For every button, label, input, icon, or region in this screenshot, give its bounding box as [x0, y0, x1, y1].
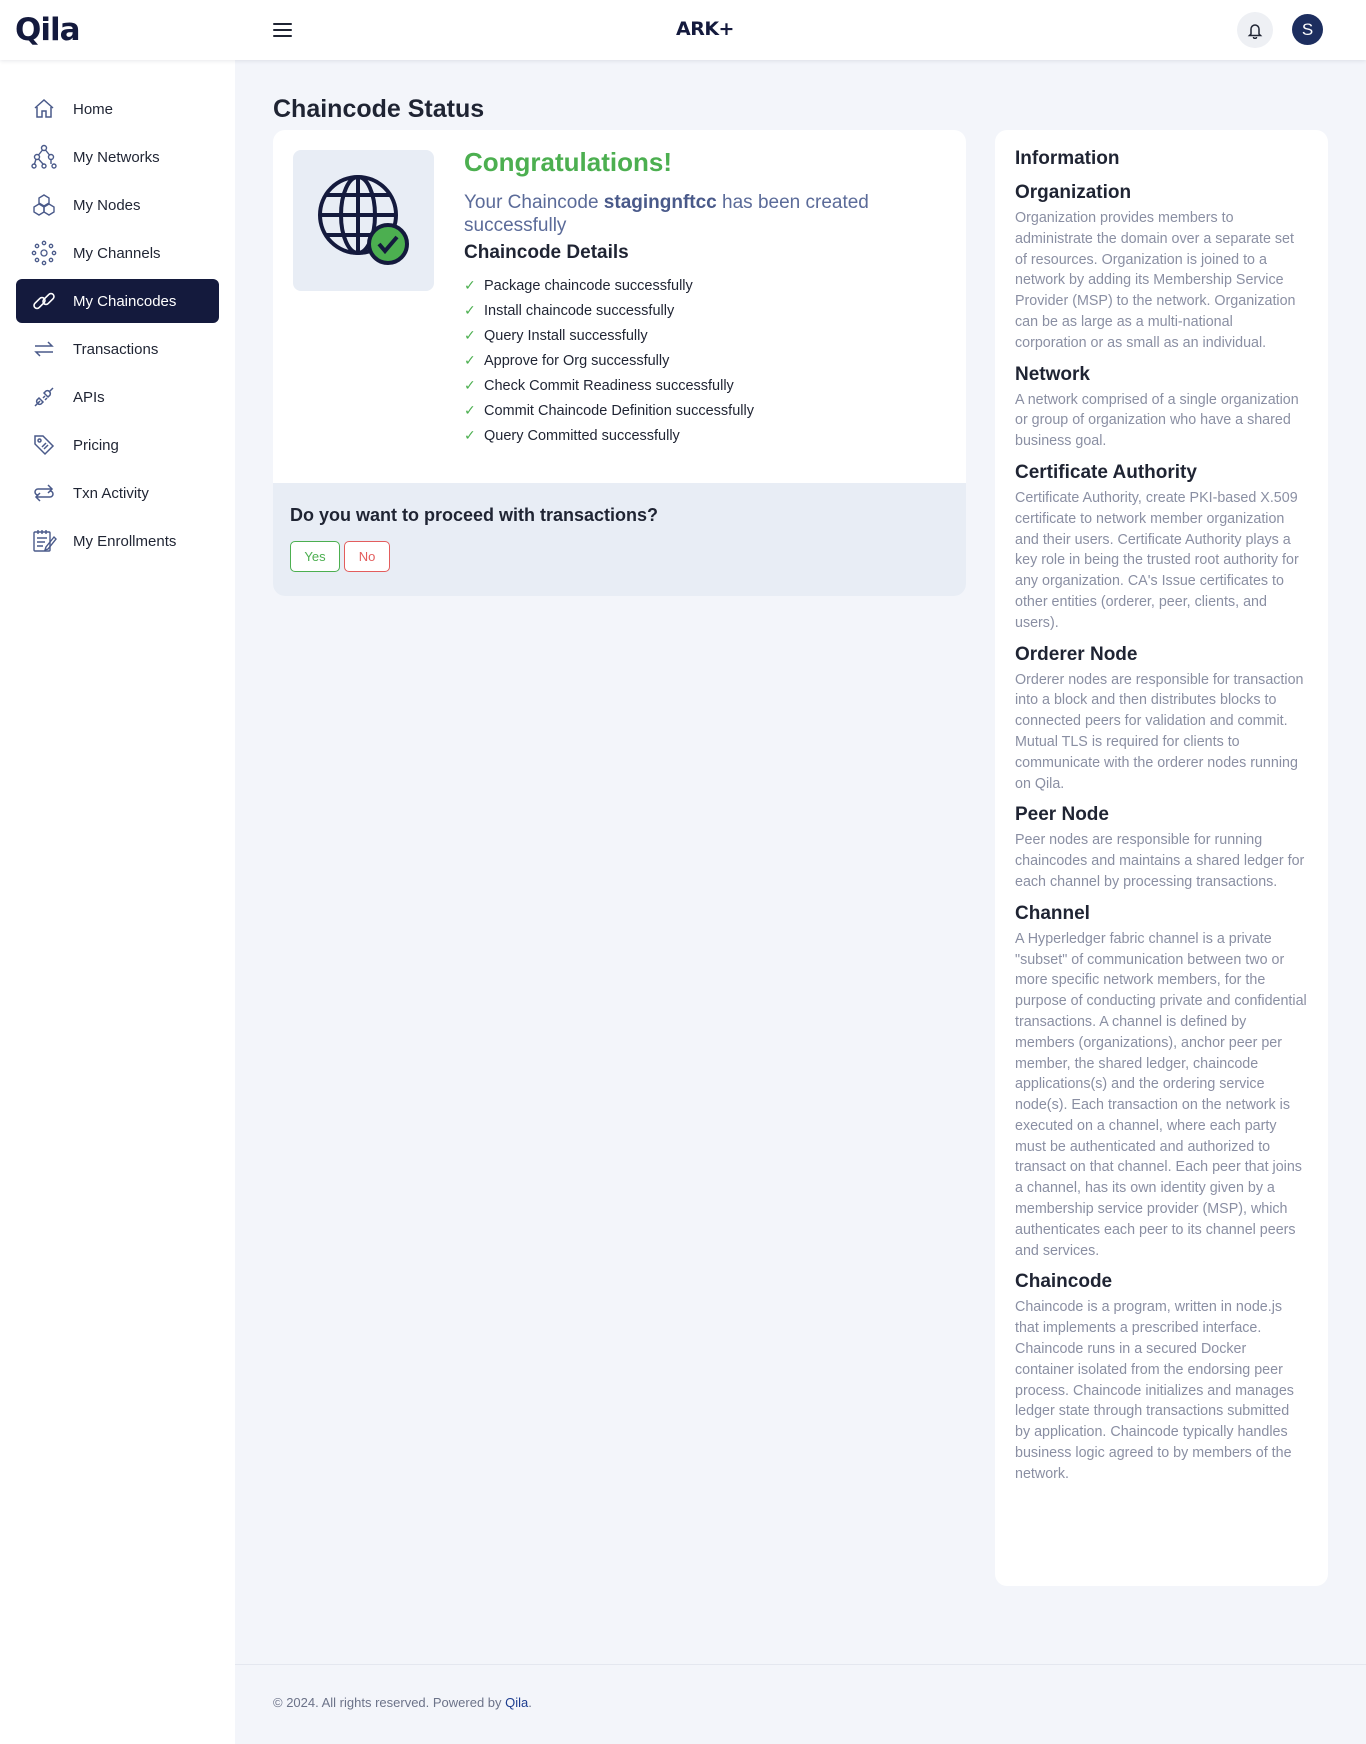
step-item [464, 273, 754, 298]
hamburger-menu-icon[interactable] [273, 23, 292, 38]
footer [273, 1695, 532, 1710]
info-section-title: Certificate Authority [1015, 461, 1197, 483]
chaincode-name: stagingnftcc [603, 192, 717, 213]
checkmark-icon: ✓ [464, 352, 476, 368]
loop-arrows-icon [30, 479, 58, 507]
chaincode-details-title: Chaincode Details [464, 242, 629, 263]
information-panel [995, 130, 1328, 1586]
channels-icon [30, 239, 58, 267]
globe-check-icon [293, 150, 434, 291]
message-suffix: has been created successfully [464, 192, 869, 236]
ark-plus-brand: ARK+ [676, 18, 734, 40]
congratulations-heading: Congratulations! [464, 147, 672, 177]
page-title: Chaincode Status [273, 95, 485, 123]
sidebar-item-label: My Channels [73, 244, 161, 262]
step-label: Check Commit Readiness successfully [484, 377, 734, 394]
checkmark-icon: ✓ [464, 377, 476, 393]
step-label: Commit Chaincode Definition successfully [484, 402, 754, 419]
info-section-title: Chaincode [1015, 1271, 1113, 1293]
info-section-title: Organization [1015, 182, 1132, 203]
info-section-text: Chaincode is a program, written in node.js that implements a prescribed interface. Chaincode runs in a secured Docker container isolated from the endorsing peer process. Chaincode initializes and manages ledger state through transactions submitted by application. Chaincode typically handles business logic agreed to by members of the network. [1015, 1299, 1294, 1482]
bell-icon [1247, 22, 1263, 39]
sidebar-item-pricing[interactable] [16, 423, 219, 467]
checkmark-icon: ✓ [464, 327, 476, 343]
sidebar-item-my-nodes[interactable] [16, 183, 219, 227]
sidebar-item-transactions[interactable] [16, 327, 219, 371]
plug-icon [30, 383, 58, 411]
sidebar-item-label: Txn Activity [73, 484, 149, 502]
sidebar-item-label: Transactions [73, 340, 159, 358]
notification-bell-button[interactable] [1237, 12, 1273, 48]
user-avatar[interactable]: S [1292, 14, 1323, 45]
checkmark-icon: ✓ [464, 277, 476, 293]
chaincode-status-card [273, 130, 966, 596]
checkmark-icon: ✓ [464, 402, 476, 418]
transfer-arrows-icon [30, 335, 58, 363]
enrollment-icon [30, 527, 58, 555]
proceed-question: Do you want to proceed with transactions? [290, 505, 659, 525]
chain-link-icon [30, 287, 58, 315]
footer-divider [235, 1664, 1366, 1665]
no-button[interactable]: No [344, 541, 390, 572]
sidebar-item-apis[interactable] [16, 375, 219, 419]
info-title: Information [1015, 148, 1120, 169]
step-label: Package chaincode successfully [484, 277, 693, 294]
step-label: Install chaincode successfully [484, 302, 675, 319]
sidebar-item-label: My Enrollments [73, 532, 177, 550]
qila-logo[interactable]: Qila [15, 12, 80, 48]
info-section-text: Orderer nodes are responsible for transaction into a block and then distributes blocks to connected peers for validation and commit. Mutual TLS is required for clients to communicate with the orderer nodes running on Qila. [1015, 671, 1304, 792]
checkmark-icon: ✓ [464, 427, 476, 443]
info-section-text: Organization provides members to administrate the domain over a separate set of resources. Organization is joined to a network by adding its Membership Service Provider (MSP) to the network. Organization can be as large as a multi-national corporation or as small as an individual. [1015, 210, 1296, 351]
sidebar [0, 60, 235, 1744]
sidebar-item-label: My Networks [73, 148, 160, 166]
yes-button[interactable]: Yes [290, 541, 340, 572]
proceed-panel [273, 483, 966, 596]
network-icon [30, 143, 58, 171]
info-section-title: Channel [1015, 902, 1090, 924]
sidebar-item-label: APIs [73, 388, 105, 406]
info-section-text: Certificate Authority, create PKI-based X.509 certificate to network member organization and their users. Certificate Authority plays a key role in being the trusted root authority for any organization. CA's Issue certificates to other entities (orderer, peer, clients, and users). [1015, 489, 1299, 631]
sidebar-item-label: Home [73, 100, 114, 118]
top-bar [0, 0, 1366, 60]
tag-icon [30, 431, 58, 459]
sidebar-item-my-networks[interactable] [16, 135, 219, 179]
sidebar-item-label: My Chaincodes [73, 292, 177, 310]
step-label: Query Install successfully [484, 327, 648, 344]
footer-text: © 2024. All rights reserved. Powered by [273, 1695, 506, 1710]
chaincode-steps-list [464, 273, 754, 448]
message-prefix: Your Chaincode [464, 192, 604, 213]
info-section-title: Orderer Node [1015, 643, 1138, 665]
checkmark-icon: ✓ [464, 302, 476, 318]
info-section-title: Peer Node [1015, 804, 1109, 826]
step-item [464, 298, 754, 323]
info-section-text: Peer nodes are responsible for running chaincodes and maintains a shared ledger for each channel by processing transactions. [1015, 832, 1305, 890]
sidebar-item-my-channels[interactable] [16, 231, 219, 275]
step-label: Query Committed successfully [484, 427, 680, 444]
nodes-icon [30, 191, 58, 219]
home-icon [30, 95, 58, 123]
sidebar-item-label: My Nodes [73, 196, 141, 214]
sidebar-item-my-chaincodes[interactable] [16, 279, 219, 323]
sidebar-item-home[interactable] [16, 87, 219, 131]
sidebar-nav [16, 87, 219, 567]
status-illustration [293, 150, 434, 291]
step-item [464, 423, 754, 448]
creation-message [464, 191, 934, 237]
step-item [464, 398, 754, 423]
info-section-text: A network comprised of a single organization or group of organization who have a shared business goal. [1015, 391, 1299, 450]
info-section-text: A Hyperledger fabric channel is a private "subset" of communication between two or more specific network members, for the purpose of conducting private and confidential transactions. A channel is defined by members (organizations), anchor peer per member, the shared ledger, chaincode applications(s) and the ordering service node(s). Each transaction on the network is executed on a channel, where each party must be authenticated and authorized to transact on that channel. Each peer that joins a channel, has its own identity given by a membership service provider (MSP), which authenticates each peer to its channel peers and services. [1015, 930, 1307, 1259]
sidebar-item-my-enrollments[interactable] [16, 519, 219, 563]
info-section-title: Network [1015, 363, 1090, 385]
footer-end: . [528, 1695, 532, 1710]
step-item [464, 373, 754, 398]
sidebar-item-txn-activity[interactable] [16, 471, 219, 515]
footer-qila-link[interactable]: Qila [505, 1695, 529, 1710]
step-label: Approve for Org successfully [484, 352, 670, 369]
sidebar-item-label: Pricing [73, 436, 119, 454]
step-item [464, 348, 754, 373]
step-item [464, 323, 754, 348]
